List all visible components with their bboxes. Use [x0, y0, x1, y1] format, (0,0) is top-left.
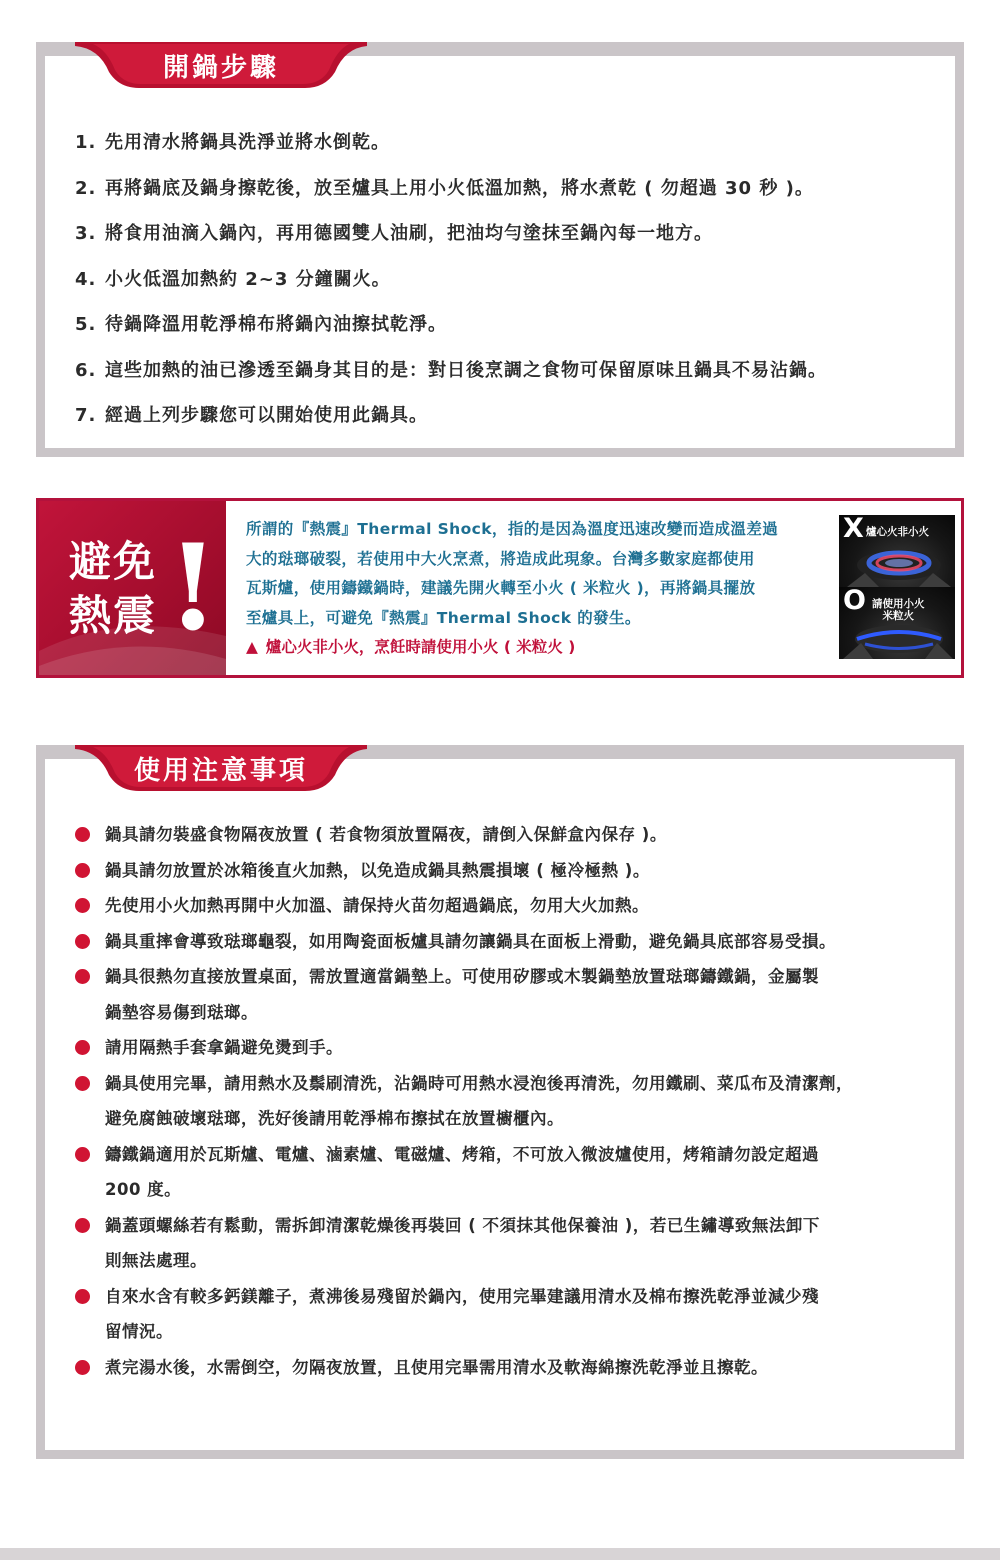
warning-title-line1: 避免	[69, 537, 158, 586]
warning-paragraph-line: 所謂的『熱震』Thermal Shock，指的是因為溫度迅速改變而造成溫差過	[246, 520, 779, 538]
notes-panel	[36, 745, 964, 1459]
step-text: 再將鍋底及鍋身擦乾後，放至爐具上用小火低溫加熱，將水煮乾 ( 勿超過 30 秒 )。	[105, 177, 814, 199]
note-item	[75, 890, 853, 926]
warning-note-text: 爐心火非小火，烹飪時請使用小火 ( 米粒火 )	[265, 638, 576, 656]
notes-title: 使用注意事項	[133, 755, 308, 786]
step-item	[75, 120, 827, 166]
step-number: 7.	[75, 405, 97, 426]
note-line: 先使用小火加熱再開中火加溫、請保持火苗勿超過鍋底，勿用大火加熱。	[105, 896, 649, 915]
red-dot-bullet-icon	[75, 863, 90, 878]
note-line: 鍋具重摔會導致琺瑯龜裂，如用陶瓷面板爐具請勿讓鍋具在面板上滑動，避免鍋具底部容易受損。	[105, 931, 836, 951]
note-line: 鍋具使用完畢，請用熱水及鬃刷清洗，沾鍋時可用熱水浸泡後再清洗，勿用鐵刷、菜瓜布及清潔劑，	[105, 1073, 853, 1093]
red-dot-bullet-icon	[75, 969, 90, 984]
step-item	[75, 211, 827, 257]
warning-title-block	[39, 501, 226, 675]
steps-panel	[36, 42, 964, 457]
note-line: 鍋具請勿裝盛食物隔夜放置 ( 若食物須放置隔夜，請倒入保鮮盒內保存 )。	[105, 825, 667, 844]
warning-note	[246, 635, 575, 659]
step-number: 5.	[75, 314, 97, 335]
note-item	[75, 1068, 853, 1139]
steps-list	[75, 120, 827, 439]
circle-mark-icon: O	[843, 587, 866, 616]
step-item	[75, 393, 827, 439]
warning-paragraph-line: 至爐具上，可避免『熱震』Thermal Shock 的發生。	[246, 608, 641, 627]
page-bottom-bar	[0, 1548, 1000, 1560]
step-number: 3.	[75, 223, 97, 244]
red-dot-bullet-icon	[75, 1040, 90, 1055]
step-item	[75, 257, 827, 303]
step-item	[75, 302, 827, 348]
note-line: 請用隔熱手套拿鍋避免燙到手。	[105, 1038, 343, 1057]
notes-title-tab	[75, 745, 367, 795]
burner-caption-good-line2: 米粒火	[882, 610, 914, 622]
step-item	[75, 166, 827, 212]
warning-paragraph-line: 大的琺瑯破裂，若使用中大火烹煮，將造成此現象。台灣多數家庭都使用	[246, 549, 755, 568]
note-line: 200 度。	[105, 1180, 182, 1199]
step-number: 1.	[75, 132, 97, 153]
note-line: 避免腐蝕破壞琺瑯，洗好後請用乾淨棉布擦拭在放置櫥櫃內。	[105, 1109, 564, 1128]
note-item	[75, 961, 853, 1032]
red-dot-bullet-icon	[75, 1147, 90, 1162]
note-item	[75, 819, 853, 855]
note-item	[75, 1281, 853, 1352]
note-item	[75, 1032, 853, 1068]
note-line: 鑄鐵鍋適用於瓦斯爐、電爐、滷素爐、電磁爐、烤箱，不可放入微波爐使用，烤箱請勿設定超過	[105, 1144, 819, 1164]
note-line: 自來水含有較多鈣鎂離子，煮沸後易殘留於鍋內，使用完畢建議用清水及棉布擦洗乾淨並減少殘	[105, 1286, 819, 1306]
red-dot-bullet-icon	[75, 934, 90, 949]
red-dot-bullet-icon	[75, 1218, 90, 1233]
red-dot-bullet-icon	[75, 1289, 90, 1304]
burner-caption-bad: 爐心火非小火	[866, 526, 929, 538]
notes-list	[75, 819, 853, 1387]
step-text: 待鍋降溫用乾淨棉布將鍋內油擦拭乾淨。	[105, 314, 447, 335]
note-line: 煮完湯水後，水需倒空，勿隔夜放置，且使用完畢需用清水及軟海綿擦洗乾淨並且擦乾。	[105, 1357, 768, 1377]
step-text: 這些加熱的油已滲透至鍋身其目的是：對日後烹調之食物可保留原味且鍋具不易沾鍋。	[105, 359, 827, 381]
note-item	[75, 1352, 853, 1388]
step-text: 先用清水將鍋具洗淨並將水倒乾。	[105, 132, 390, 153]
red-dot-bullet-icon	[75, 898, 90, 913]
red-dot-bullet-icon	[75, 827, 90, 842]
triangle-icon: ▲	[246, 638, 258, 656]
thermal-shock-warning	[36, 498, 964, 678]
burner-caption-good	[872, 598, 925, 622]
note-item	[75, 926, 853, 962]
red-dot-bullet-icon	[75, 1076, 90, 1091]
step-number: 4.	[75, 268, 97, 290]
cross-mark-icon: X	[843, 515, 864, 544]
steps-title-tab	[75, 42, 367, 92]
exclamation-mark-icon: !	[167, 518, 219, 657]
step-text: 經過上列步驟您可以開始使用此鍋具。	[105, 405, 428, 426]
step-number: 2.	[75, 177, 97, 199]
note-line: 留情況。	[105, 1322, 173, 1341]
step-text: 將食用油滴入鍋內，再用德國雙人油刷，把油均勻塗抹至鍋內每一地方。	[105, 223, 713, 244]
burner-caption-good-line1: 請使用小火	[872, 598, 925, 610]
red-dot-bullet-icon	[75, 1360, 90, 1375]
note-item	[75, 855, 853, 891]
warning-paragraph	[246, 515, 836, 633]
steps-title: 開鍋步驟	[162, 52, 279, 83]
step-text: 小火低溫加熱約 2~3 分鐘關火。	[105, 268, 391, 290]
burner-photo-small-flame	[839, 587, 955, 659]
note-item	[75, 1210, 853, 1281]
note-line: 則無法處理。	[105, 1251, 207, 1270]
note-line: 鍋蓋頭螺絲若有鬆動，需拆卸清潔乾燥後再裝回 ( 不須抹其他保養油 )，若已生鏽導致無法卸下	[105, 1215, 820, 1235]
warning-paragraph-line: 瓦斯爐，使用鑄鐵鍋時，建議先開火轉至小火 ( 米粒火 )，再將鍋具擺放	[246, 579, 756, 597]
note-line: 鍋具請勿放置於冰箱後直火加熱，以免造成鍋具熱震損壞 ( 極冷極熱 )。	[105, 860, 650, 880]
warning-title-line2: 熱震	[69, 591, 158, 640]
step-number: 6.	[75, 359, 97, 381]
note-line: 鍋墊容易傷到琺瑯。	[105, 1002, 258, 1022]
note-line: 鍋具很熱勿直接放置桌面，需放置適當鍋墊上。可使用矽膠或木製鍋墊放置琺瑯鑄鐵鍋，金屬製	[105, 967, 819, 986]
burner-photo-large-flame	[839, 515, 955, 587]
note-item	[75, 1139, 853, 1210]
step-item	[75, 348, 827, 394]
